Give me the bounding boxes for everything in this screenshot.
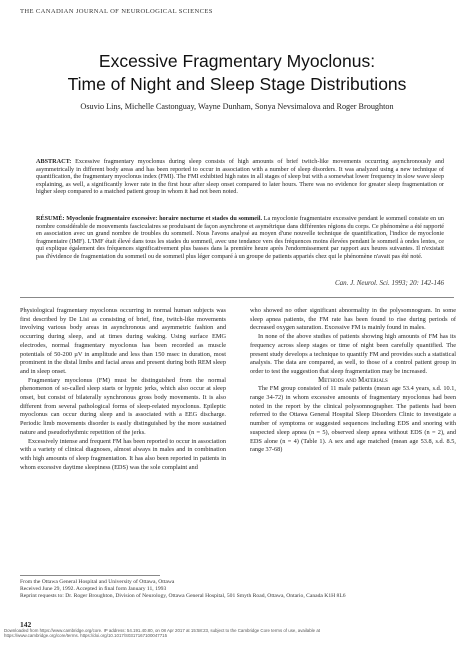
left-column [20,307,226,472]
article-title-line2: Time of Night and Sleep Stage Distributions [67,74,407,94]
page-number: 142 [20,620,32,629]
article-title-line1: Excessive Fragmentary Myoclonus: [98,51,376,71]
abstract-label: ABSTRACT: [36,158,72,165]
journal-header: THE CANADIAN JOURNAL OF NEUROLOGICAL SCIENCES [20,8,213,15]
footnote-divider [20,575,160,576]
paragraph: Physiological fragmentary myoclonus occurring in normal human subjects was first described by De Lisi as consisting of brief, fine, twitch-like movements involving various body areas in asynchronous and asymmetric fashion and occurring during sleep, and at times during waking. Using surface EMG electrodes, normal fragmentary myoclonus has been recorded as muscle potentials of 50-200 µV in amplitude and less than 150 msec in duration, most prominent in the distal limbs and facial areas and present during both REM sleep and in sleep onset. [20,307,226,375]
abstract-text: Excessive fragmentary myoclonus during sleep consists of high amounts of brief twitch-like movements occurring asynchronously and asymmetrically in different body areas and has been reported to occur in association with a number of sleep disorders. It was analyzed using a new technique of quantification, the fragmentary myoclonus index (FMI). The FMI exhibited high rates in all stages of sleep but with a somewhat lower frequency in slow wave sleep explaining, as well, a significantly lower rate in the first hour after sleep onset compared to later hours. There was no evidence for greater sleep fragmentation or higher sleep compared to a matched patient group in whom it had not been noted. [36,158,444,196]
author-list: Osuvio Lins, Michelle Castonguay, Wayne Dunham, Sonya Nevsimalova and Roger Broughton [80,102,394,111]
resume-text: La myoclonie fragmentaire excessive pendant le sommeil consiste en un nombre considérable de mouvements fasciculaires se produisant de façon asynchrone et asymétrique dans différentes régions du corps. Ce phénomène a été rapporté en association avec un grand nombre de troubles du sommeil. Nous l'avons analysé au moyen d'une nouvelle technique de quantification, l'indice de myoclonie fragmentaire (IMF). L'IMF était élevé dans tous les stades du sommeil, avec une tendance vers des fréquences moins élevées pendant le sommeil à ondes lentes, ce qui explique également des fréquences significativement plus basses dans la première heure après l'endormissement par rapport aux heures suivantes. Il n'existait pas d'évidence de fragmentation du sommeil ou de sommeil plus léger comparé à un groupe de patients appariés chez qui le phénomène n'avait pas été noté. [36,215,444,260]
paragraph: The FM group consisted of 11 male patients (mean age 53.4 years, s.d. 10.1, range 34-72) in whom excessive amounts of fragmentary myoclonus had been noted in the report by the clinical polysomnographer. The patients had been referred to the Ottawa General Hospital Sleep Disorders Clinic to investigate a number of symptoms or suggested sequences including EDS and snoring with suspected sleep apnea (n = 5), observed sleep apnea without EDS (n = 2), and EDS alone (n = 4) (Table 1). A sex and age matched (mean age 53.8, s.d. 8.5, range 37-68) [250,385,456,454]
footnotes [20,579,454,601]
download-notice [0,628,474,639]
paragraph: In none of the above studies of patients showing high amounts of FM has its frequency across sleep stages or time of night been carefully quantified. The present study develops a technique to quantify FM and provides such a statistical analysis. The data are compared, as well, to those of a control patient group in order to test the suggestion that sleep fragmentation may be increased. [250,333,456,375]
download-line: https://www.cambridge.org/core/terms. https://doi.org/10.1017/S0317167100047715 [4,633,168,639]
resume-label: RÉSUMÉ: Myoclonie fragmentaire excessive: horaire nocturne et stades du sommeil. [36,215,262,222]
download-line: Downloaded from https://www.cambridge.org/core. IP address: 54.191.40.80, on 08 Apr 2017 at 15:58:23, subject to the Cambridge Core terms of use, available at [4,628,320,633]
paragraph: who showed no other significant abnormality in the polysomnogram. In some sleep apnea patients, the FM rate has been found to rise during periods of decreased oxygen saturation. Excessive FM is mainly found in males. [250,307,456,332]
footnote-affiliation: From the Ottawa General Hospital and University of Ottawa, Ottawa [20,579,175,585]
paragraph: Fragmentary myoclonus (FM) must be distinguished from the normal phenomenon of so-called sleep starts or hypnic jerks, which also occur at sleep onset, but consist of bilaterally synchronous gross body movements. It is also different from several pathological forms of sleep-related myoclonus. Epileptic myoclonus can occur during sleep and is associated with a EEG discharge. Periodic limb movements disorder is easily distinguished by the more sustained nature and pseudorhythmic repetition of the jerks. [20,376,226,436]
paragraph: Excessively intense and frequent FM has been reported to occur in association with a variety of clinical diagnoses, almost always in males and in combination with high amounts of sleep fragmentation. It has also been reported in patients in whom excessive daytime sleepiness (EDS) was the sole complaint and [20,437,226,471]
section-heading: Methods and Materials [318,376,388,384]
citation: Can. J. Neurol. Sci. 1993; 20: 142-146 [334,279,444,287]
footnote-reprint: Reprint requests to: Dr. Roger Broughton, Division of Neurology, Ottawa General Hospital, 501 Smyth Road, Ottawa, Ontario, Canada K1H 8L6 [20,593,346,600]
right-column [250,307,456,455]
abstract [36,158,444,196]
divider [20,297,454,298]
footnote-received: Received June 29, 1992. Accepted in final form January 11, 1993 [20,586,167,593]
resume [36,215,444,261]
